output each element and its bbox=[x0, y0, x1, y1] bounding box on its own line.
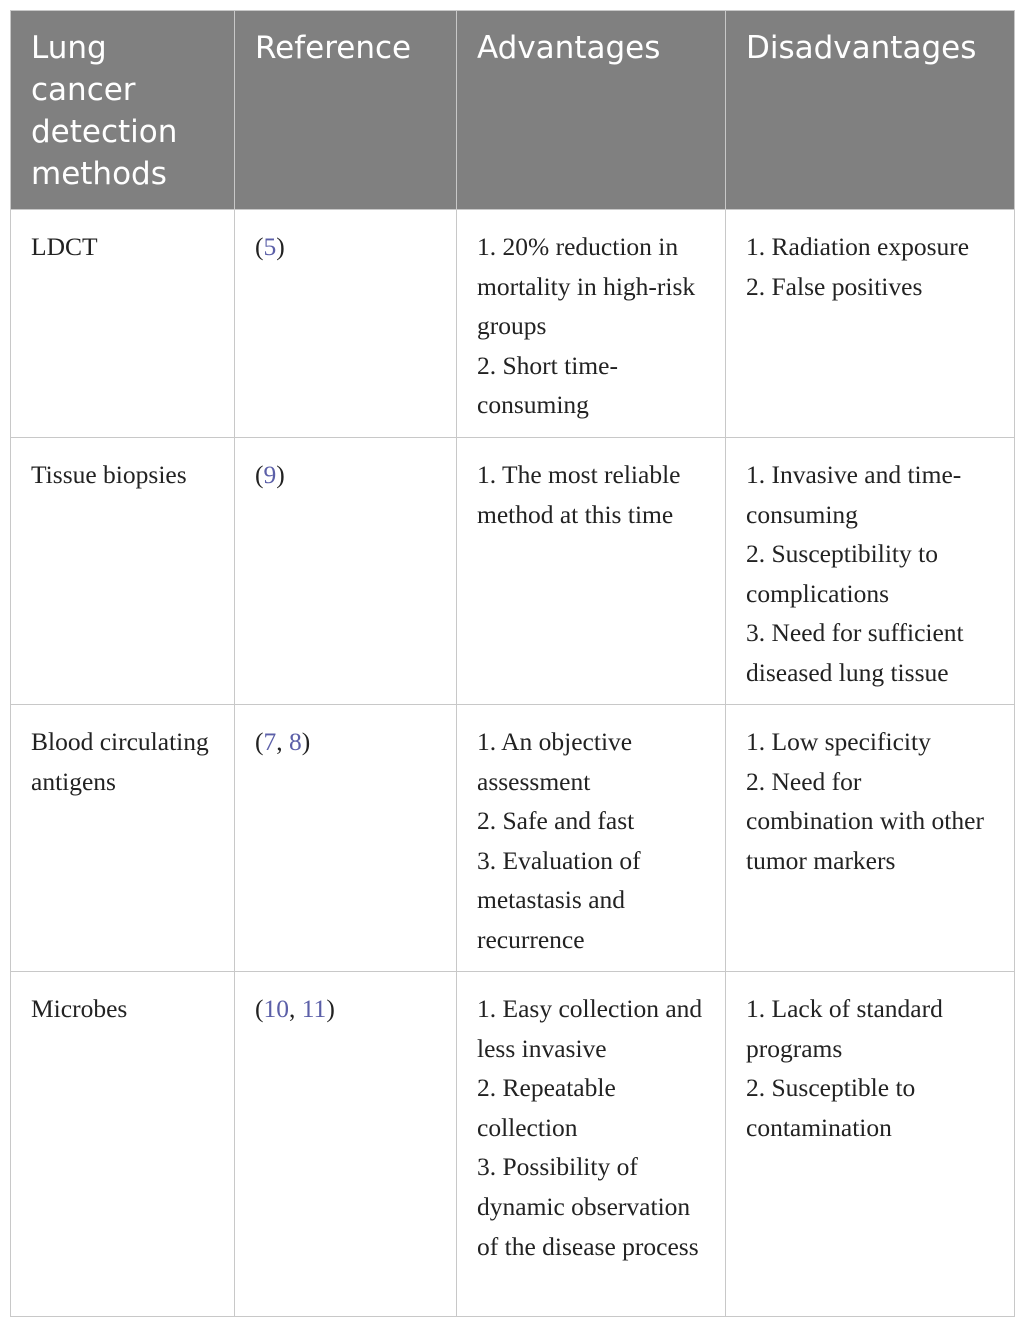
method-cell: Blood circulating antigens bbox=[11, 705, 235, 972]
reference-cell bbox=[235, 972, 457, 1317]
advantage-item: 3. Possibility of dynamic observation of the disease process bbox=[477, 1152, 699, 1261]
advantages-cell bbox=[457, 438, 726, 705]
disadvantage-item: 1. Lack of standard programs bbox=[746, 994, 943, 1063]
paren-open: ( bbox=[255, 460, 264, 489]
header-disadvantages: Disadvantages bbox=[726, 11, 1015, 210]
disadvantages-cell bbox=[726, 210, 1015, 438]
header-reference: Reference bbox=[235, 11, 457, 210]
disadvantage-item: 1. Low specificity bbox=[746, 727, 931, 756]
advantage-item: 2. Safe and fast bbox=[477, 806, 635, 836]
advantage-item: 1. 20% reduction in mortality in high-risk groups bbox=[477, 232, 696, 341]
advantages-cell bbox=[457, 705, 726, 972]
method-cell: LDCT bbox=[11, 210, 235, 438]
disadvantage-item: 2. Need for combination with other tumor markers bbox=[746, 766, 984, 875]
table-row bbox=[11, 210, 1015, 438]
disadvantage-item: 2. Susceptible to contamination bbox=[746, 1073, 916, 1142]
citation-link[interactable]: 11 bbox=[301, 994, 327, 1023]
citation-link[interactable]: 7 bbox=[263, 727, 277, 756]
citation-link[interactable]: 10 bbox=[263, 994, 289, 1023]
citation-separator: , bbox=[289, 994, 302, 1023]
table-row bbox=[11, 438, 1015, 705]
disadvantage-item: 2. Susceptibility to complications bbox=[746, 539, 938, 608]
paren-open: ( bbox=[255, 232, 264, 261]
method-cell: Microbes bbox=[11, 972, 235, 1317]
reference-cell bbox=[235, 210, 457, 438]
disadvantage-item: 2. False positives bbox=[746, 271, 923, 301]
disadvantage-item: 3. Need for sufficient diseased lung tissue bbox=[746, 618, 964, 687]
paren-close: ) bbox=[301, 727, 311, 756]
header-advantages: Advantages bbox=[457, 11, 726, 210]
disadvantage-item: 1. Invasive and time-consuming bbox=[746, 460, 962, 529]
advantage-item: 2. Short time-consuming bbox=[477, 350, 618, 420]
comparison-table bbox=[10, 10, 1015, 1317]
advantage-item: 2. Repeatable collection bbox=[477, 1073, 616, 1142]
header-method: Lung cancer detection methods bbox=[11, 11, 235, 210]
paren-close: ) bbox=[276, 460, 285, 489]
reference-cell bbox=[235, 438, 457, 705]
citation-link[interactable]: 5 bbox=[263, 232, 277, 261]
disadvantages-cell bbox=[726, 705, 1015, 972]
citation-link[interactable]: 9 bbox=[263, 460, 277, 489]
method-cell: Tissue biopsies bbox=[11, 438, 235, 705]
disadvantages-cell bbox=[726, 972, 1015, 1317]
advantage-item: 1. Easy collection and less invasive bbox=[477, 994, 703, 1063]
advantage-item: 1. The most reliable method at this time bbox=[477, 460, 681, 529]
advantages-cell bbox=[457, 972, 726, 1317]
header-row bbox=[11, 11, 1015, 210]
paren-open: ( bbox=[255, 994, 264, 1023]
citation-separator: , bbox=[276, 727, 289, 756]
paren-open: ( bbox=[255, 727, 264, 756]
table-row bbox=[11, 705, 1015, 972]
reference-cell bbox=[235, 705, 457, 972]
disadvantages-cell bbox=[726, 438, 1015, 705]
advantage-item: 1. An objective assessment bbox=[477, 727, 633, 796]
citation-link[interactable]: 8 bbox=[289, 727, 302, 756]
advantages-cell bbox=[457, 210, 726, 438]
advantage-item: 3. Evaluation of metastasis and recurrence bbox=[477, 845, 641, 954]
paren-close: ) bbox=[326, 994, 335, 1023]
table-row bbox=[11, 972, 1015, 1317]
disadvantage-item: 1. Radiation exposure bbox=[746, 232, 970, 261]
paren-close: ) bbox=[276, 232, 285, 261]
